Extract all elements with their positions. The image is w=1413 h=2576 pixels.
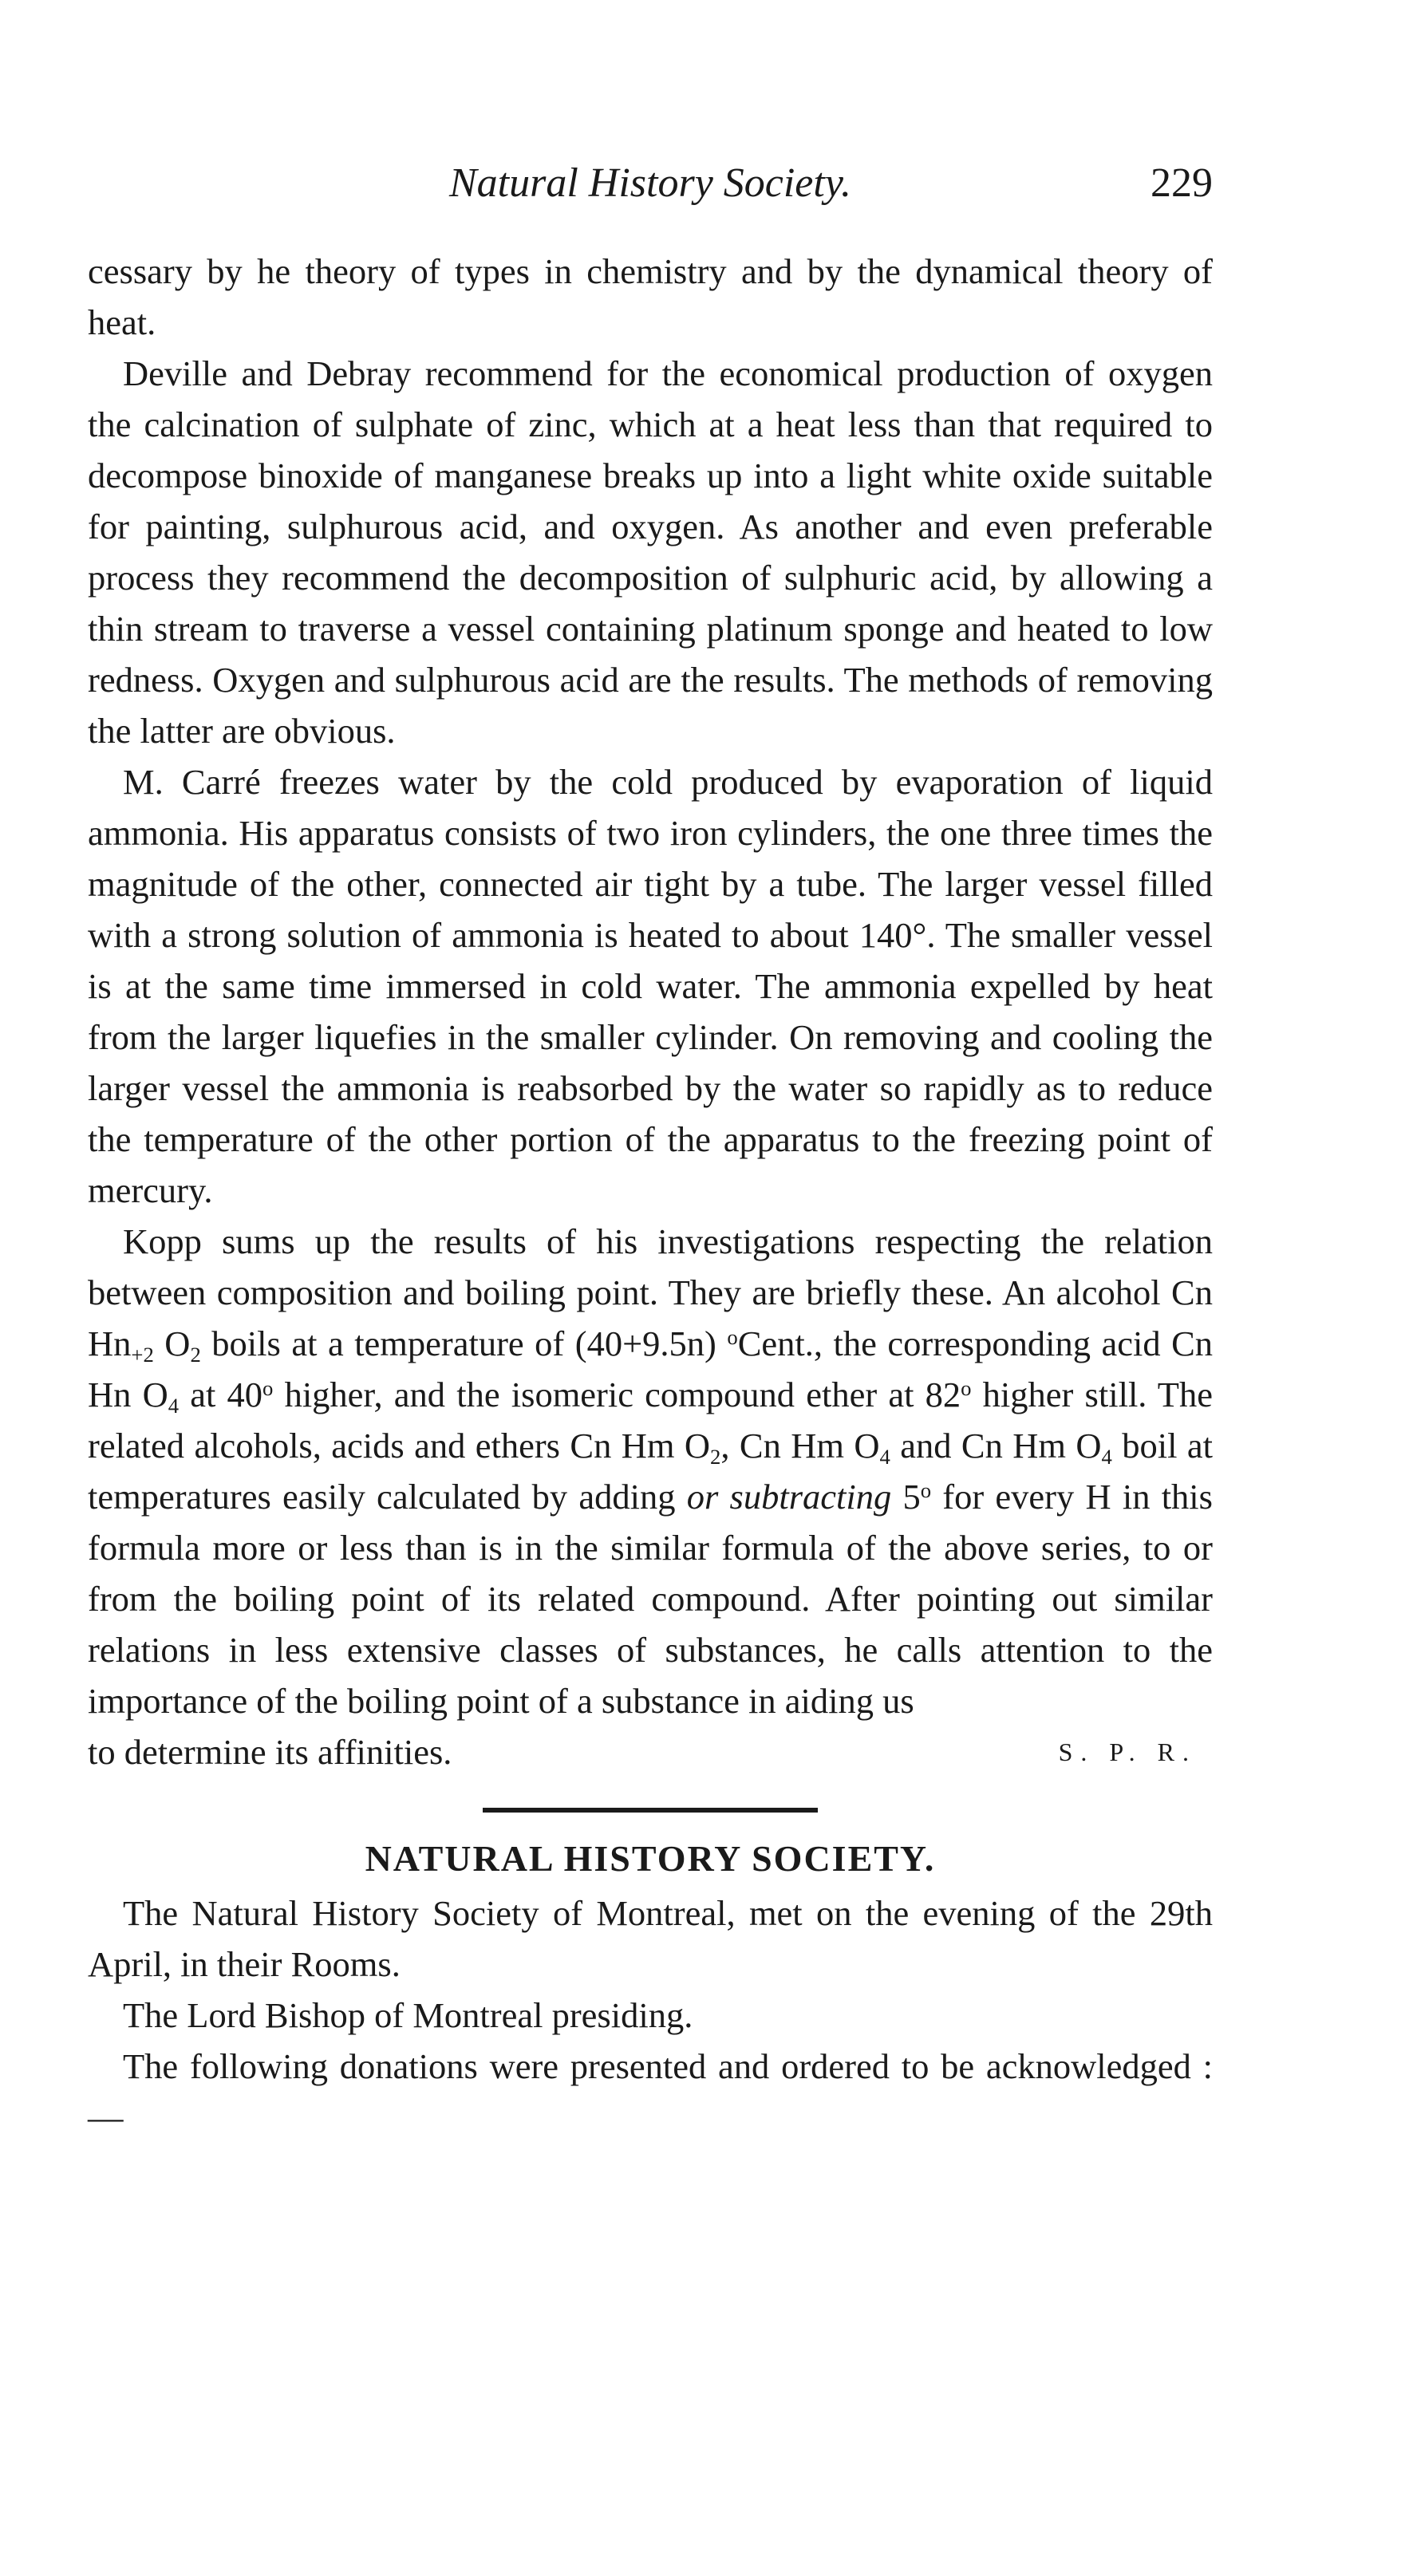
body-text [88,246,1213,2143]
text-run: and Cn Hm O [890,1426,1102,1466]
subscript: 4 [879,1445,890,1469]
text-run: to determine its affinities. [88,1732,452,1772]
text-run: boils at a temperature of (40+9.5n) [200,1324,728,1363]
text-run: 5 [891,1477,921,1517]
text-run: Kopp sums up the results of his investigations respecting the relation between composition and boiling point. They are briefly these. An alcohol Cn Hn [88,1221,1213,1363]
section-heading: NATURAL HISTORY SOCIETY. [365,1838,936,1879]
paragraph-continuation: cessary by he theory of types in chemistry and by the dynamical theory of heat. [88,251,1213,342]
author-initials: S. P. R. [1058,1738,1197,1766]
paragraph-deville-debray: Deville and Debray recommend for the economical production of oxygen the calcination of sulphate of zinc, which at a heat less than that required to decompose binoxide of manganese breaks up into a light white oxide suitable for painting, sulphurous acid, and oxygen. As another and even preferable process they recommend the decomposition of sulphuric acid, by allowing a thin stream to traverse a vessel containing platinum sponge and heated to low redness. Oxygen and sulphurous acid are the results. The methods of removing the latter are obvious. [88,353,1213,751]
subscript: 4 [168,1394,180,1418]
running-header [88,156,1213,211]
subscript: 4 [1101,1445,1112,1469]
superscript: o [262,1376,274,1400]
subscript: 2 [710,1445,721,1469]
text-run: boil at temperatures easily calculated by adding [88,1426,1213,1517]
text-run: higher still. The related alcohols, acids and ethers Cn Hm O [88,1375,1213,1466]
superscript: o [727,1325,738,1349]
paragraph-meeting: The Natural History Society of Montreal, met on the evening of the 29th April, in their Rooms. [88,1893,1213,1984]
running-title: Natural History Society. [448,160,852,206]
paragraph-kopp [88,1216,1213,1726]
text-run: at 40 [179,1375,263,1414]
text-run: higher, and the isomeric compound ether at 82 [273,1375,961,1414]
superscript: o [920,1478,932,1502]
section-divider [483,1808,818,1813]
text-run: , Cn Hm O [720,1426,880,1466]
paragraph-carre: M. Carré freezes water by the cold produced by evaporation of liquid ammonia. His apparatus consists of two iron cylinders, the one three times the magnitude of the other, connected air tight by a tube. The larger vessel filled with a strong solution of ammonia is heated to about 140°. The smaller vessel is at the same time immersed in cold water. The ammonia expelled by heat from the larger liquefies in the smaller cylinder. On removing and cooling the larger vessel the ammonia is reabsorbed by the water so rapidly as to reduce the temperature of the other portion of the apparatus to the freezing point of mercury. [88,762,1213,1210]
subscript: 2 [190,1343,201,1367]
italic-text: or subtracting [686,1477,892,1517]
subscript: +2 [131,1343,154,1367]
text-run: O [153,1324,191,1363]
paragraph-presiding: The Lord Bishop of Montreal presiding. [123,1995,693,2035]
superscript: o [961,1376,972,1400]
paragraph-kopp-last-line [88,1726,1213,1777]
paragraph-donations: The following donations were presented and ordered to be acknowledged :— [88,2046,1213,2137]
text-run: Cent., the corresponding acid Cn Hn O [88,1324,1214,1414]
page-number: 229 [1151,160,1213,206]
text-run: for every H in this formula more or less than is in the similar formula of the above series, to or from the boiling point of its related compound. After pointing out similar relations in less extensive classes of substances, he calls attention to the importance of the boiling point of a substance in aiding us [88,1477,1213,1721]
